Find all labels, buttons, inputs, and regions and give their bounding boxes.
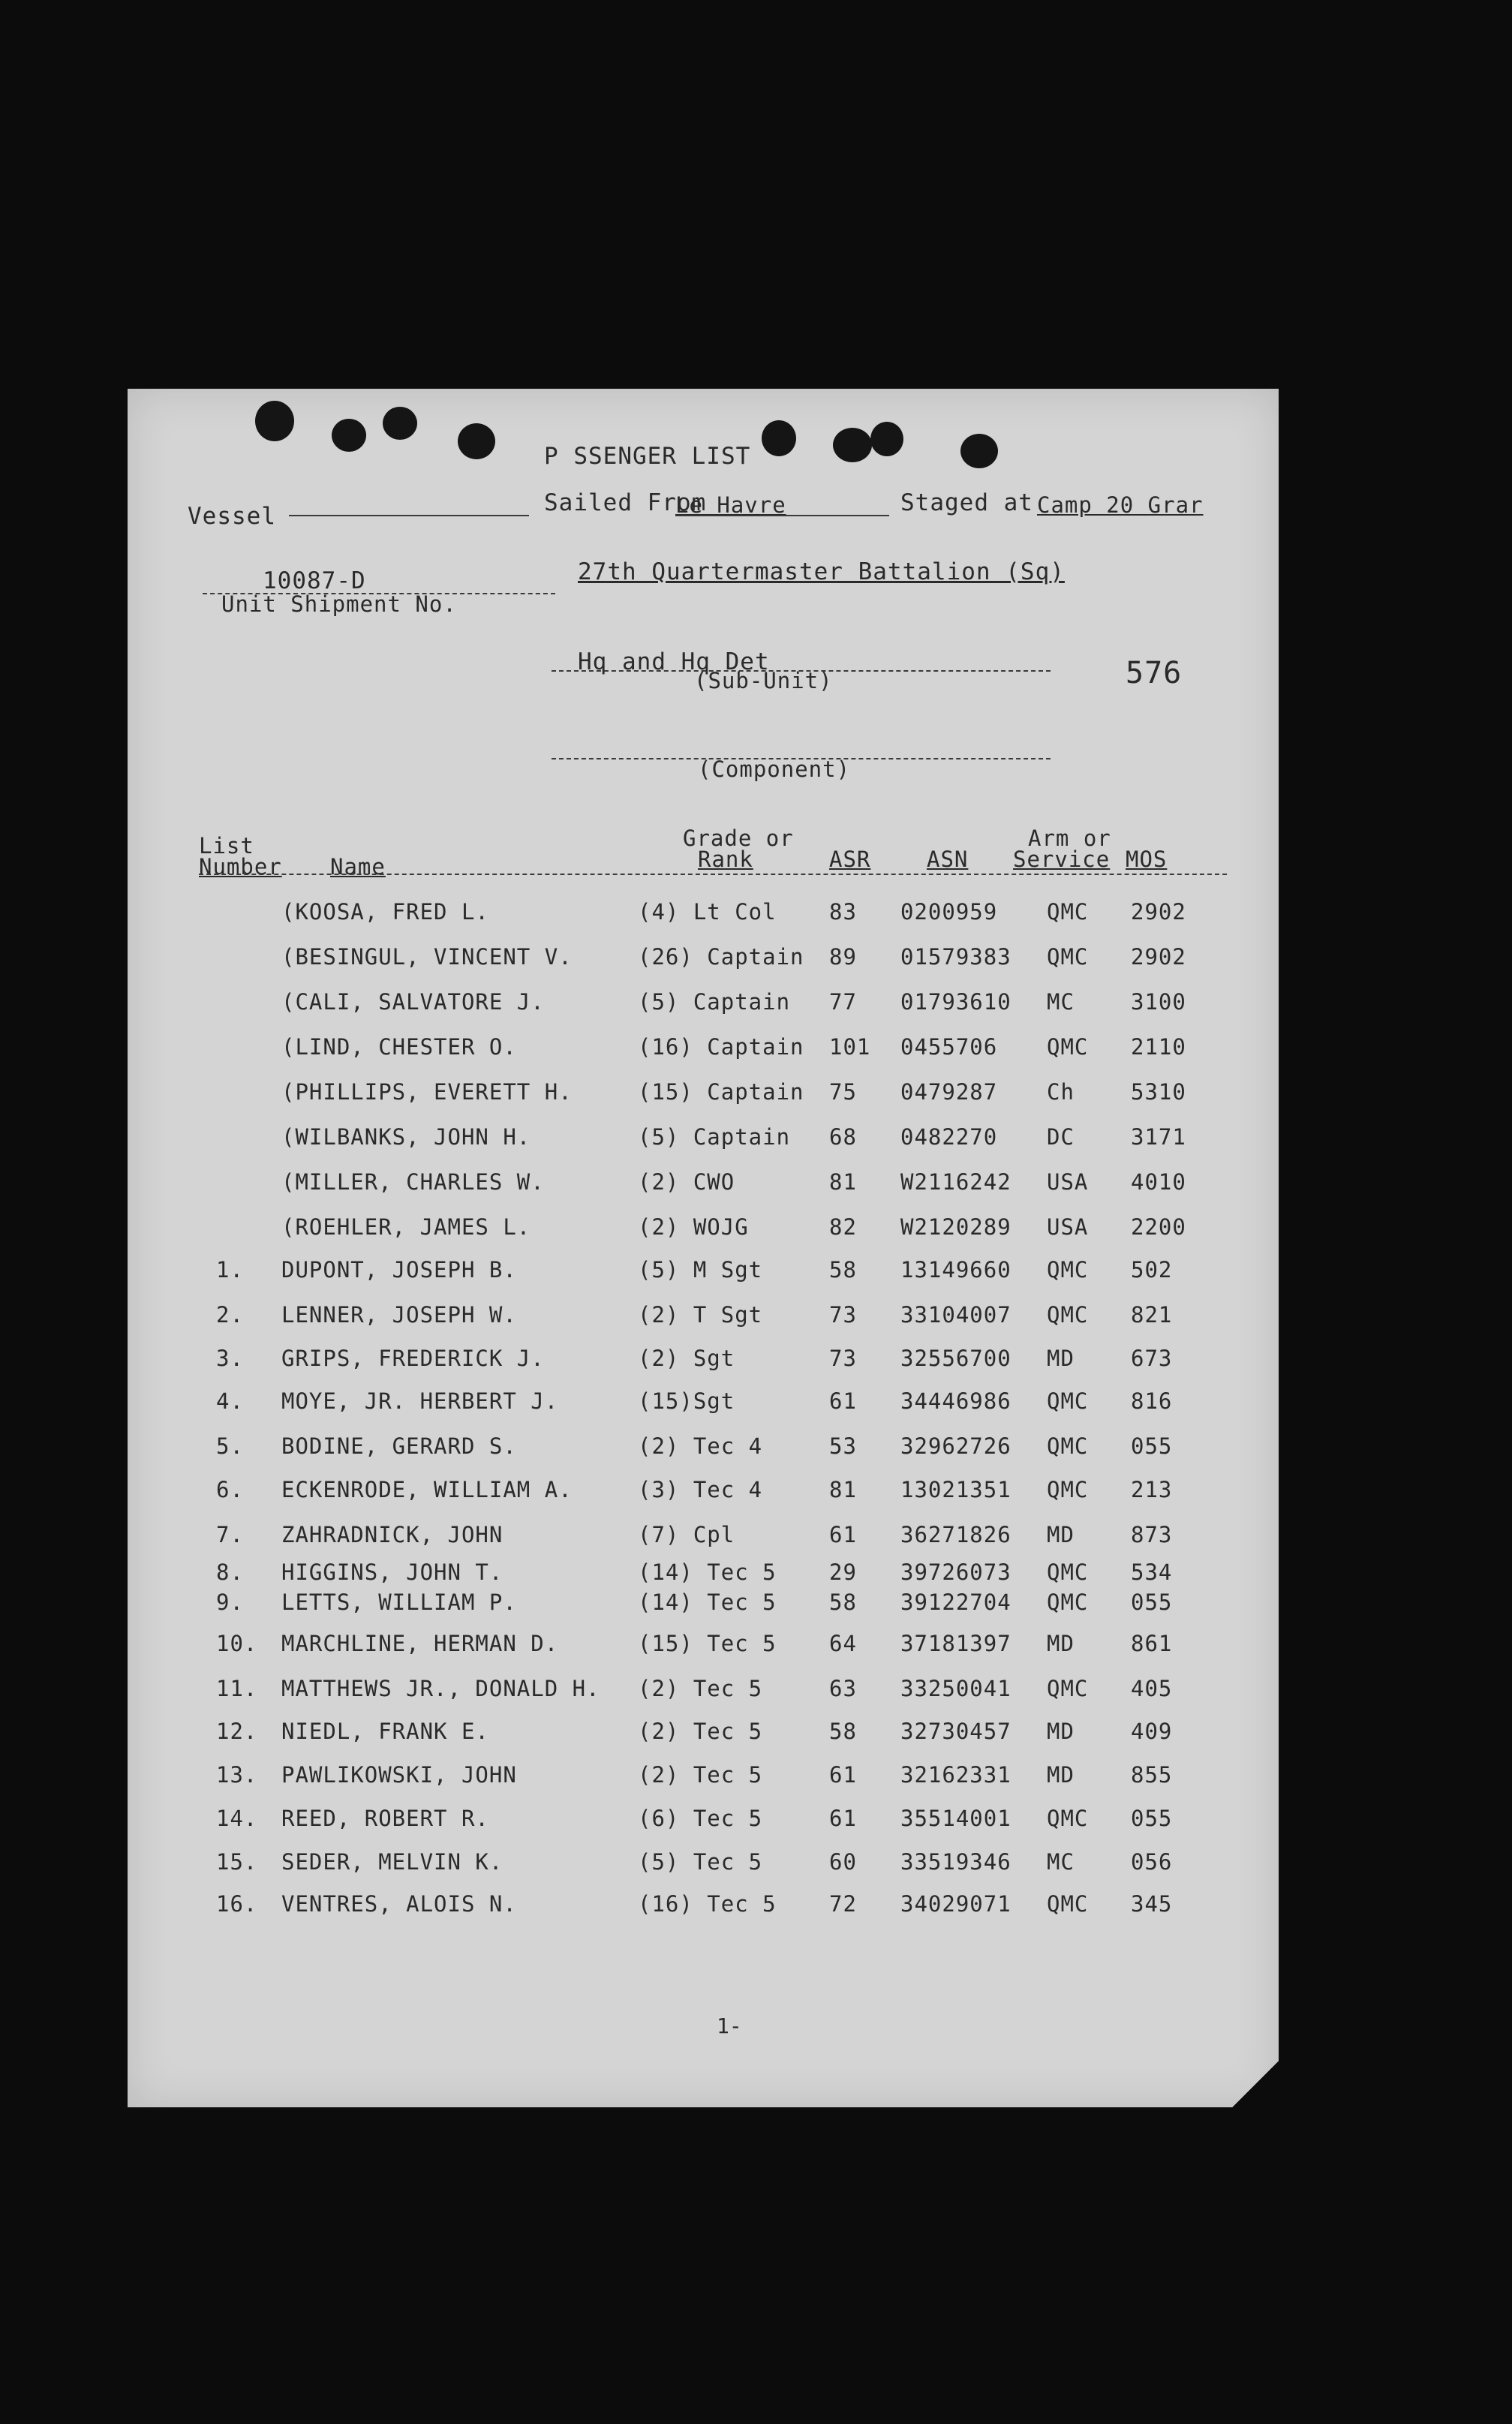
passenger-name: BODINE, GERARD S. [281, 1433, 517, 1459]
asr-value: 61 [829, 1388, 857, 1414]
punch-hole [960, 434, 998, 468]
asn-value: 32962726 [900, 1433, 1012, 1459]
asn-value: 33519346 [900, 1849, 1012, 1875]
passenger-name: MARCHLINE, HERMAN D. [281, 1631, 559, 1656]
asr-value: 61 [829, 1522, 857, 1547]
col-list-number-1: List [199, 833, 254, 859]
sub-unit-value: Hq and Hq Det [578, 648, 770, 675]
table-row [128, 1346, 1279, 1383]
staged-at-value: Camp 20 Grar [1037, 492, 1204, 518]
asn-value: 13149660 [900, 1257, 1012, 1283]
asn-value: 37181397 [900, 1631, 1012, 1656]
mos-code: 3171 [1131, 1124, 1186, 1150]
mos-code: 2200 [1131, 1214, 1186, 1240]
table-row [128, 1849, 1279, 1887]
punch-hole [458, 423, 495, 459]
sub-unit-label: (Sub-Unit) [694, 668, 833, 693]
sailed-from-line [675, 515, 889, 516]
grade-rank: (2) CWO [638, 1169, 735, 1195]
passenger-name: ZAHRADNICK, JOHN [281, 1522, 503, 1547]
grade-rank: (5) M Sgt [638, 1257, 763, 1283]
asr-value: 77 [829, 989, 857, 1015]
unit-shipment-number: 10087-D [263, 567, 366, 594]
mos-code: 055 [1131, 1589, 1173, 1615]
table-row [128, 1676, 1279, 1713]
vessel-label: Vessel [188, 503, 276, 530]
asn-value: 39726073 [900, 1559, 1012, 1585]
asn-value: W2120289 [900, 1214, 1012, 1240]
punch-hole [870, 422, 903, 456]
list-number: 7. [216, 1522, 244, 1547]
col-mos: MOS [1126, 847, 1168, 872]
asr-value: 81 [829, 1169, 857, 1195]
unit-shipment-label: Unit Shipment No. [221, 591, 457, 617]
header-underline [199, 874, 1227, 875]
mos-code: 534 [1131, 1559, 1173, 1585]
arm-service: QMC [1047, 1806, 1089, 1831]
asn-value: 0482270 [900, 1124, 998, 1150]
sailed-from-label: Sailed From [544, 489, 707, 516]
list-number: 12. [216, 1719, 258, 1744]
col-asr: ASR [829, 847, 871, 872]
col-list-number-2: Number [199, 854, 282, 880]
grade-rank: (2) Tec 5 [638, 1676, 763, 1701]
asn-value: 0479287 [900, 1079, 998, 1105]
table-row [128, 1891, 1279, 1929]
grade-rank: (7) Cpl [638, 1522, 735, 1547]
mos-code: 4010 [1131, 1169, 1186, 1195]
table-row [128, 1719, 1279, 1756]
mos-code: 405 [1131, 1676, 1173, 1701]
vessel-line [289, 515, 529, 516]
list-number: 10. [216, 1631, 258, 1656]
asn-value: 32162331 [900, 1762, 1012, 1788]
asn-value: 35514001 [900, 1806, 1012, 1831]
table-row [128, 1169, 1279, 1207]
grade-rank: (14) Tec 5 [638, 1559, 777, 1585]
page-number: 1- [717, 2013, 742, 2038]
col-grade-2: Rank [698, 847, 753, 872]
mos-code: 345 [1131, 1891, 1173, 1917]
grade-rank: (5) Captain [638, 1124, 791, 1150]
asr-value: 81 [829, 1477, 857, 1502]
list-number: 14. [216, 1806, 258, 1831]
grade-rank: (15) Tec 5 [638, 1631, 777, 1656]
unit-name: 27th Quartermaster Battalion (Sq) [578, 558, 1065, 585]
mos-code: 2110 [1131, 1034, 1186, 1060]
grade-rank: (5) Tec 5 [638, 1849, 763, 1875]
arm-service: USA [1047, 1169, 1089, 1195]
mos-code: 5310 [1131, 1079, 1186, 1105]
table-row [128, 1257, 1279, 1295]
asr-value: 61 [829, 1806, 857, 1831]
list-number: 9. [216, 1589, 244, 1615]
asr-value: 82 [829, 1214, 857, 1240]
asr-value: 83 [829, 899, 857, 925]
asr-value: 53 [829, 1433, 857, 1459]
arm-service: Ch [1047, 1079, 1075, 1105]
asr-value: 61 [829, 1762, 857, 1788]
passenger-name: HIGGINS, JOHN T. [281, 1559, 503, 1585]
sailed-from-value: Le Havre [675, 492, 786, 518]
table-row [128, 1388, 1279, 1426]
mos-code: 2902 [1131, 944, 1186, 970]
mos-code: 3100 [1131, 989, 1186, 1015]
grade-rank: (15) Captain [638, 1079, 804, 1105]
mos-code: 409 [1131, 1719, 1173, 1744]
punch-hole [255, 401, 294, 441]
table-row [128, 1079, 1279, 1117]
asn-value: 01793610 [900, 989, 1012, 1015]
table-row [128, 1522, 1279, 1559]
asn-value: 0455706 [900, 1034, 998, 1060]
grade-rank: (14) Tec 5 [638, 1589, 777, 1615]
table-row [128, 1589, 1279, 1627]
col-arm-2: Service [1013, 847, 1111, 872]
arm-service: QMC [1047, 1257, 1089, 1283]
arm-service: MD [1047, 1719, 1075, 1744]
table-row [128, 944, 1279, 982]
grade-rank: (6) Tec 5 [638, 1806, 763, 1831]
list-number: 5. [216, 1433, 244, 1459]
asn-value: 32730457 [900, 1719, 1012, 1744]
asn-value: 13021351 [900, 1477, 1012, 1502]
asn-value: 33104007 [900, 1302, 1012, 1328]
arm-service: MD [1047, 1762, 1075, 1788]
table-row [128, 1214, 1279, 1252]
grade-rank: (3) Tec 4 [638, 1477, 763, 1502]
asr-value: 58 [829, 1257, 857, 1283]
asr-value: 63 [829, 1676, 857, 1701]
asn-value: 01579383 [900, 944, 1012, 970]
passenger-name: (LIND, CHESTER O. [281, 1034, 517, 1060]
staged-at-label: Staged at [900, 489, 1033, 516]
table-row [128, 1433, 1279, 1471]
table-row [128, 1806, 1279, 1843]
passenger-name: DUPONT, JOSEPH B. [281, 1257, 517, 1283]
list-number: 15. [216, 1849, 258, 1875]
asr-value: 89 [829, 944, 857, 970]
passenger-name: PAWLIKOWSKI, JOHN [281, 1762, 517, 1788]
arm-service: QMC [1047, 1477, 1089, 1502]
arm-service: MC [1047, 1849, 1075, 1875]
mos-code: 816 [1131, 1388, 1173, 1414]
list-number: 2. [216, 1302, 244, 1328]
arm-service: QMC [1047, 1302, 1089, 1328]
asr-value: 64 [829, 1631, 857, 1656]
mos-code: 213 [1131, 1477, 1173, 1502]
document-title: P SSENGER LIST [544, 443, 751, 470]
passenger-name: (BESINGUL, VINCENT V. [281, 944, 573, 970]
mos-code: 673 [1131, 1346, 1173, 1371]
passenger-name: (MILLER, CHARLES W. [281, 1169, 545, 1195]
punch-hole [332, 419, 366, 452]
mos-code: 855 [1131, 1762, 1173, 1788]
asn-value: 34446986 [900, 1388, 1012, 1414]
mos-code: 2902 [1131, 899, 1186, 925]
grade-rank: (2) Tec 4 [638, 1433, 763, 1459]
asr-value: 72 [829, 1891, 857, 1917]
col-grade-1: Grade or [683, 826, 794, 851]
grade-rank: (2) Tec 5 [638, 1719, 763, 1744]
component-label: (Component) [698, 756, 851, 782]
grade-rank: (16) Captain [638, 1034, 804, 1060]
arm-service: QMC [1047, 944, 1089, 970]
asr-value: 58 [829, 1719, 857, 1744]
asr-value: 68 [829, 1124, 857, 1150]
list-number: 4. [216, 1388, 244, 1414]
arm-service: MC [1047, 989, 1075, 1015]
mos-code: 861 [1131, 1631, 1173, 1656]
mos-code: 873 [1131, 1522, 1173, 1547]
list-number: 13. [216, 1762, 258, 1788]
passenger-name: (WILBANKS, JOHN H. [281, 1124, 531, 1150]
arm-service: QMC [1047, 1676, 1089, 1701]
passenger-name: MATTHEWS JR., DONALD H. [281, 1676, 600, 1701]
asn-value: 32556700 [900, 1346, 1012, 1371]
asr-value: 58 [829, 1589, 857, 1615]
grade-rank: (2) WOJG [638, 1214, 749, 1240]
punch-hole [383, 407, 417, 440]
passenger-name: (CALI, SALVATORE J. [281, 989, 545, 1015]
asn-value: 39122704 [900, 1589, 1012, 1615]
asn-value: 36271826 [900, 1522, 1012, 1547]
asr-value: 75 [829, 1079, 857, 1105]
list-number: 6. [216, 1477, 244, 1502]
passenger-name: SEDER, MELVIN K. [281, 1849, 503, 1875]
arm-service: USA [1047, 1214, 1089, 1240]
grade-rank: (2) Sgt [638, 1346, 735, 1371]
passenger-name: (ROEHLER, JAMES L. [281, 1214, 531, 1240]
passenger-name: (PHILLIPS, EVERETT H. [281, 1079, 573, 1105]
table-row [128, 1631, 1279, 1668]
table-row [128, 1477, 1279, 1514]
mos-code: 502 [1131, 1257, 1173, 1283]
punch-hole [833, 428, 872, 462]
col-arm-1: Arm or [1028, 826, 1111, 851]
col-asn: ASN [927, 847, 969, 872]
asn-value: 34029071 [900, 1891, 1012, 1917]
passenger-name: LENNER, JOSEPH W. [281, 1302, 517, 1328]
grade-rank: (15)Sgt [638, 1388, 735, 1414]
grade-rank: (26) Captain [638, 944, 804, 970]
arm-service: MD [1047, 1522, 1075, 1547]
table-row [128, 1034, 1279, 1072]
passenger-name: NIEDL, FRANK E. [281, 1719, 489, 1744]
asr-value: 101 [829, 1034, 871, 1060]
table-row [128, 1302, 1279, 1340]
arm-service: QMC [1047, 1589, 1089, 1615]
mos-code: 821 [1131, 1302, 1173, 1328]
arm-service: MD [1047, 1346, 1075, 1371]
asn-value: 0200959 [900, 899, 998, 925]
arm-service: DC [1047, 1124, 1075, 1150]
arm-service: MD [1047, 1631, 1075, 1656]
arm-service: QMC [1047, 1034, 1089, 1060]
table-row [128, 1124, 1279, 1162]
grade-rank: (2) T Sgt [638, 1302, 763, 1328]
mos-code: 055 [1131, 1433, 1173, 1459]
passenger-name: GRIPS, FREDERICK J. [281, 1346, 545, 1371]
asn-value: 33250041 [900, 1676, 1012, 1701]
asr-value: 29 [829, 1559, 857, 1585]
grade-rank: (16) Tec 5 [638, 1891, 777, 1917]
asr-value: 73 [829, 1302, 857, 1328]
arm-service: QMC [1047, 1388, 1089, 1414]
arm-service: QMC [1047, 1891, 1089, 1917]
grade-rank: (5) Captain [638, 989, 791, 1015]
mos-code: 055 [1131, 1806, 1173, 1831]
asr-value: 73 [829, 1346, 857, 1371]
asr-value: 60 [829, 1849, 857, 1875]
arm-service: QMC [1047, 1433, 1089, 1459]
passenger-name: MOYE, JR. HERBERT J. [281, 1388, 559, 1414]
arm-service: QMC [1047, 899, 1089, 925]
table-row [128, 1762, 1279, 1800]
list-number: 16. [216, 1891, 258, 1917]
passenger-name: VENTRES, ALOIS N. [281, 1891, 517, 1917]
list-number: 1. [216, 1257, 244, 1283]
grade-rank: (4) Lt Col [638, 899, 777, 925]
table-row [128, 989, 1279, 1027]
list-number: 3. [216, 1346, 244, 1371]
asn-value: W2116242 [900, 1169, 1012, 1195]
punch-hole [762, 420, 796, 456]
passenger-list-page [128, 389, 1279, 2107]
arm-service: QMC [1047, 1559, 1089, 1585]
passenger-name: ECKENRODE, WILLIAM A. [281, 1477, 573, 1502]
mos-code: 056 [1131, 1849, 1173, 1875]
list-number: 11. [216, 1676, 258, 1701]
page-stamp-number: 576 [1126, 656, 1183, 690]
passenger-name: (KOOSA, FRED L. [281, 899, 489, 925]
grade-rank: (2) Tec 5 [638, 1762, 763, 1788]
table-row [128, 899, 1279, 937]
passenger-name: REED, ROBERT R. [281, 1806, 489, 1831]
passenger-name: LETTS, WILLIAM P. [281, 1589, 517, 1615]
col-name: Name [330, 854, 386, 880]
list-number: 8. [216, 1559, 244, 1585]
